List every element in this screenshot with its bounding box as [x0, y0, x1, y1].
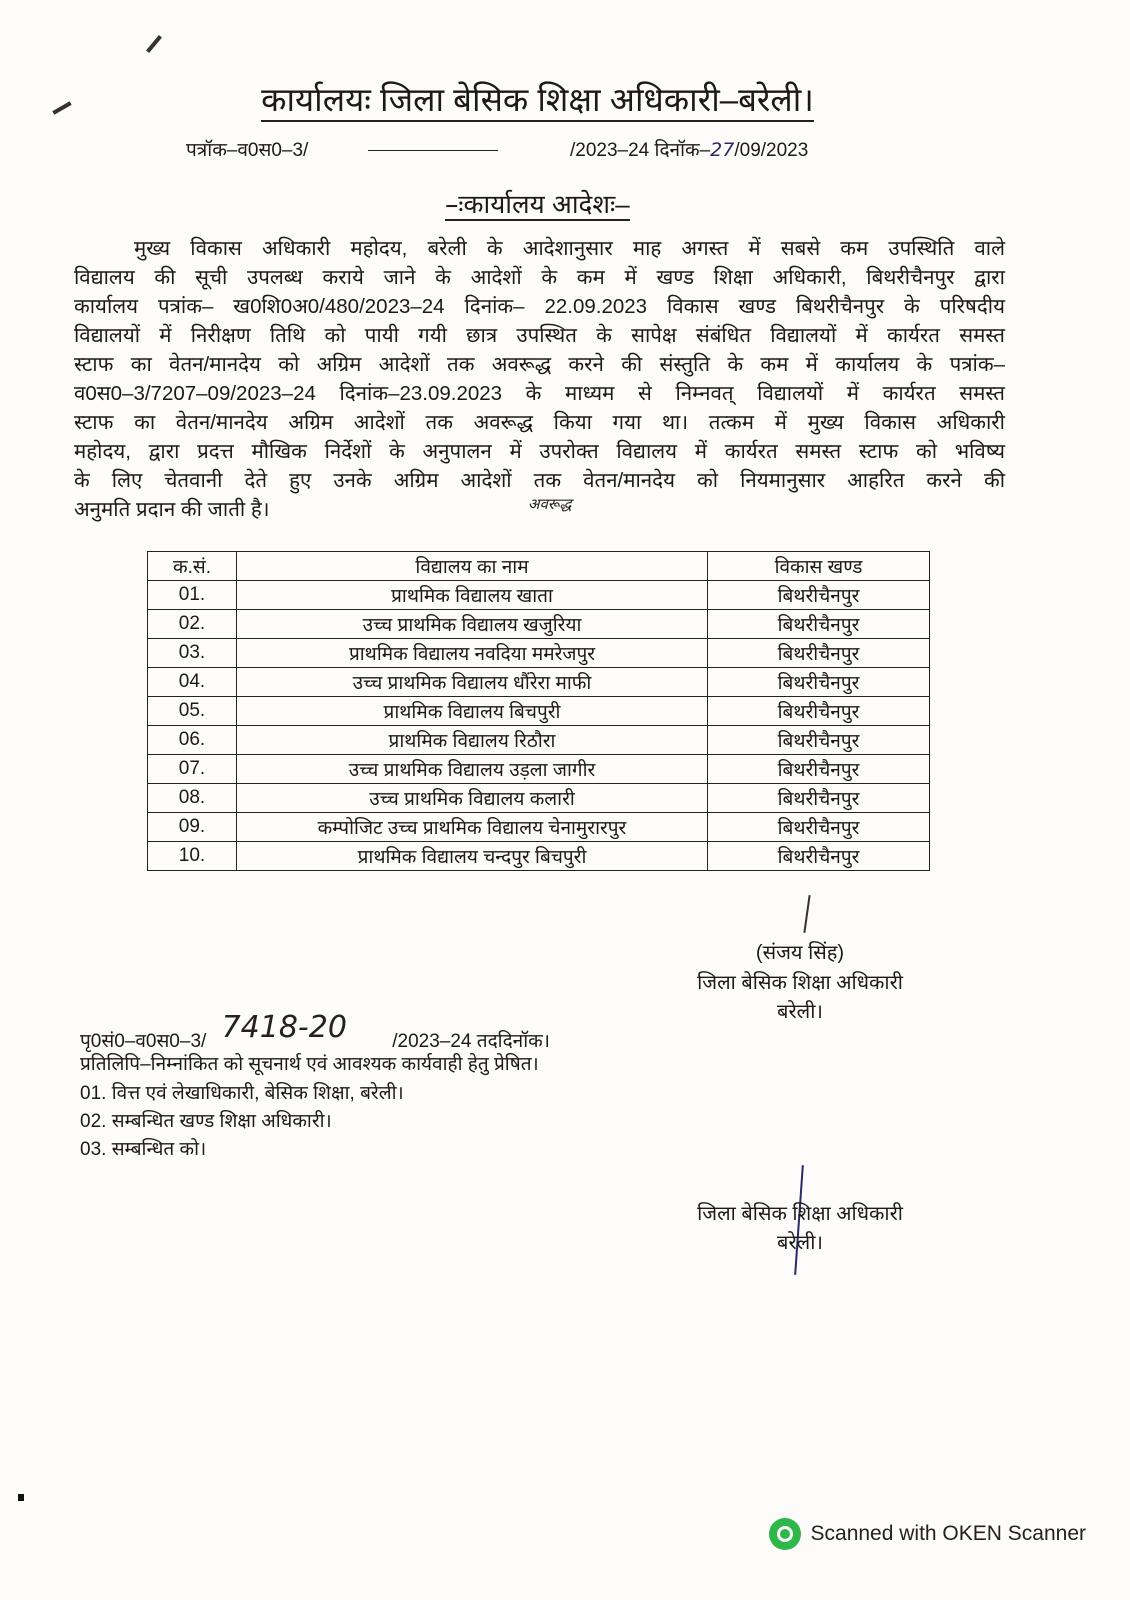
table-row: [148, 697, 930, 726]
handwritten-insertion: अवरूद्ध: [528, 496, 572, 513]
body-line: स्टाफ का वेतन/मानदेय अग्रिम आदेशों तक अवरूद्ध किया गया था। तत्कम में मुख्य विकास अधिकारी: [74, 411, 1005, 434]
body-line: कार्यालय पत्रांक– ख0शि0अ0/480/2023–24 दिनांक– 22.09.2023 विकास खण्ड बिथरीचैनपुर के परिषदीय: [74, 295, 1005, 318]
serial-cell: 02.: [148, 610, 237, 639]
copy-item: 02. सम्बन्धित खण्ड शिक्षा अधिकारी।: [80, 1111, 332, 1132]
handwritten-day: 27: [710, 139, 735, 161]
copy-item: 03. सम्बन्धित को।: [80, 1139, 207, 1160]
scan-speck: [18, 1494, 24, 1501]
signature-mark: [803, 895, 810, 933]
body-line: व0स0–3/7207–09/2023–24 दिनांक–23.09.2023 के माध्यम से निम्नवत् विद्यालयों में कार्यरत समस्त: [74, 382, 1005, 405]
order-body: [74, 234, 1005, 524]
school-name-cell: उच्च प्राथमिक विद्यालय खजुरिया: [237, 610, 708, 639]
serial-cell: 04.: [148, 668, 237, 697]
serial-cell: 08.: [148, 784, 237, 813]
block-cell: बिथरीचैनपुर: [708, 581, 930, 610]
handwritten-ref-number: 7418-20: [221, 1010, 347, 1045]
school-name-cell: प्राथमिक विद्यालय खाता: [237, 581, 708, 610]
staple-mark: [146, 35, 162, 53]
body-line: के लिए चेतवानी देते हुए उनके अग्रिम आदेशों तक वेतन/मानदेय को नियमानुसार आहरित करने की: [74, 469, 1005, 492]
copy-ref-date: /2023–24 तददिनॉक।: [392, 1031, 550, 1052]
table-row: [148, 784, 930, 813]
body-line: विद्यालयों में निरीक्षण तिथि को पायी गयी छात्र उपस्थित के सापेक्ष संबंधित विद्यालयों में कार्यरत समस्त: [74, 324, 1005, 347]
ref-blank-line: [368, 150, 498, 151]
letter-ref: पत्रॉक–व0स0–3/: [186, 140, 309, 161]
signatory-place: बरेली।: [777, 1232, 823, 1254]
order-heading: [0, 185, 1075, 221]
block-cell: बिथरीचैनपुर: [708, 668, 930, 697]
serial-cell: 05.: [148, 697, 237, 726]
school-name-cell: उच्च प्राथमिक विद्यालय उड़ला जागीर: [237, 755, 708, 784]
scanner-watermark: [769, 1518, 1086, 1550]
body-line: स्टाफ का वेतन/मानदेय को अग्रिम आदेशों तक अवरूद्ध करने की संस्तुति के कम में कार्यालय के पत्रांक–: [74, 353, 1005, 376]
block-cell: बिथरीचैनपुर: [708, 639, 930, 668]
body-line: मुख्य विकास अधिकारी महोदय, बरेली के आदेशानुसार माह अगस्त में सबसे कम उपस्थिति वाले: [134, 237, 1005, 260]
body-line: महोदय, द्वारा प्रदत्त मौखिक निर्देशों के अनुपालन में उपरोक्त विद्यालय में कार्यरत समस्त स्टाफ को भविष्य: [74, 440, 1005, 463]
office-title: [0, 76, 1075, 121]
scanner-text: Scanned with OKEN Scanner: [810, 1522, 1086, 1545]
school-name-cell: प्राथमिक विद्यालय बिचपुरी: [237, 697, 708, 726]
school-name-cell: प्राथमिक विद्यालय चन्दपुर बिचपुरी: [237, 842, 708, 871]
serial-cell: 06.: [148, 726, 237, 755]
copy-intro: प्रतिलिपि–निम्नांकित को सूचनार्थ एवं आवश्यक कार्यवाही हेतु प्रेषित।: [80, 1054, 539, 1075]
table-row: [148, 610, 930, 639]
serial-cell: 10.: [148, 842, 237, 871]
block-cell: बिथरीचैनपुर: [708, 726, 930, 755]
date-label: /2023–24 दिनॉक–: [570, 140, 711, 161]
schools-table: [147, 551, 930, 871]
school-name-cell: उच्च प्राथमिक विद्यालय कलारी: [237, 784, 708, 813]
block-cell: बिथरीचैनपुर: [708, 813, 930, 842]
table-row: [148, 842, 930, 871]
table-row: [148, 668, 930, 697]
table-header-row: [148, 552, 930, 581]
school-name-cell: प्राथमिक विद्यालय नवदिया ममरेजपुर: [237, 639, 708, 668]
office-title-text: कार्यालयः जिला बेसिक शिक्षा अधिकारी–बरेली।: [261, 81, 814, 122]
col-serial: क.सं.: [148, 552, 237, 581]
date-rest: /09/2023: [734, 140, 809, 161]
oken-logo-icon: [769, 1518, 801, 1550]
letter-date: [570, 136, 808, 162]
col-block: विकास खण्ड: [708, 552, 930, 581]
block-cell: बिथरीचैनपुर: [708, 610, 930, 639]
body-line: विद्यालय की सूची उपलब्ध कराये जाने के आदेशों के कम में खण्ड शिक्षा अधिकारी, बिथरीचैनपुर द्वारा: [74, 266, 1005, 289]
signatory-designation: जिला बेसिक शिक्षा अधिकारी: [697, 972, 903, 994]
signatory-name: (संजय सिंह): [755, 942, 845, 964]
serial-cell: 07.: [148, 755, 237, 784]
table-row: [148, 755, 930, 784]
block-cell: बिथरीचैनपुर: [708, 697, 930, 726]
col-school-name: विद्यालय का नाम: [237, 552, 708, 581]
table-row: [148, 726, 930, 755]
serial-cell: 09.: [148, 813, 237, 842]
school-name-cell: प्राथमिक विद्यालय रिठौरा: [237, 726, 708, 755]
table-row: [148, 813, 930, 842]
serial-cell: 01.: [148, 581, 237, 610]
block-cell: बिथरीचैनपुर: [708, 755, 930, 784]
school-name-cell: उच्च प्राथमिक विद्यालय धौंरेरा माफी: [237, 668, 708, 697]
serial-cell: 03.: [148, 639, 237, 668]
table-row: [148, 581, 930, 610]
body-line: अनुमति प्रदान की जाती है।: [74, 498, 270, 521]
signatory-designation: जिला बेसिक शिक्षा अधिकारी: [697, 1203, 903, 1225]
signatory-place: बरेली।: [777, 1001, 823, 1023]
block-cell: बिथरीचैनपुर: [708, 784, 930, 813]
table-row: [148, 639, 930, 668]
order-heading-text: –ःकार्यालय आदेशः–: [445, 189, 630, 219]
block-cell: बिथरीचैनपुर: [708, 842, 930, 871]
school-name-cell: कम्पोजिट उच्च प्राथमिक विद्यालय चेनामुरारपुर: [237, 813, 708, 842]
copy-item: 01. वित्त एवं लेखाधिकारी, बेसिक शिक्षा, बरेली।: [80, 1083, 404, 1104]
copy-ref-label: पृ0सं0–व0स0–3/: [80, 1031, 207, 1052]
